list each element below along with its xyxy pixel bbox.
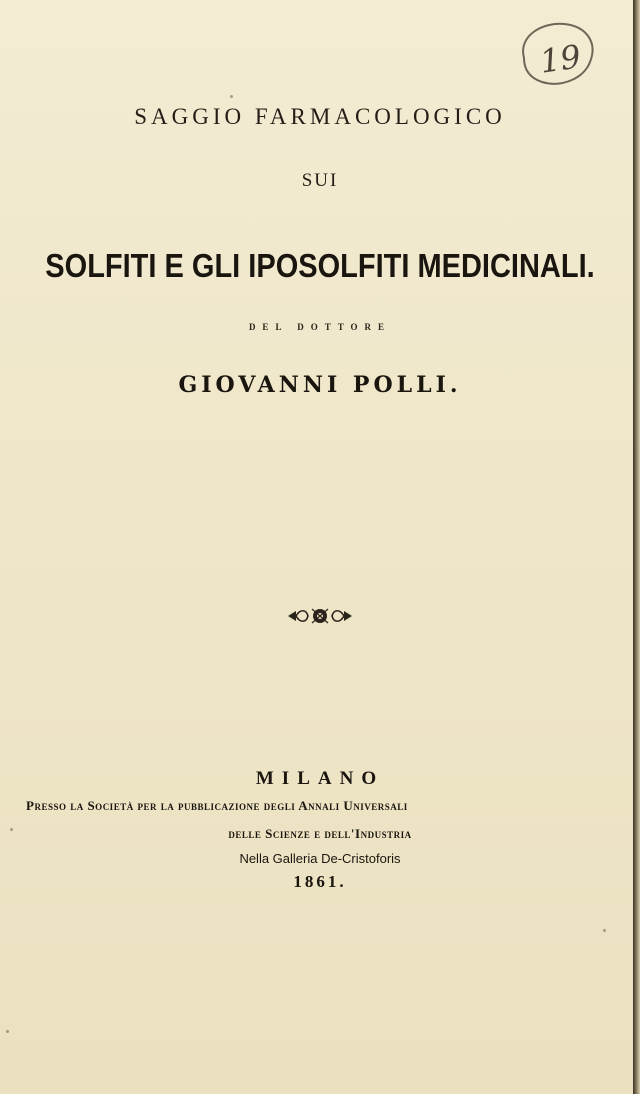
title-line-1: SAGGIO FARMACOLOGICO (134, 104, 506, 129)
printer-ornament-icon (286, 605, 354, 627)
paper-speck (10, 828, 13, 831)
publisher-line-1: Presso la Società per la pubblicazione degli Annali Universali (26, 798, 408, 813)
publisher-line-2: delle Scienze e dell'Industria (228, 826, 412, 841)
author-name: GIOVANNI POLLI. (178, 372, 462, 398)
title-line-2: SUI (301, 170, 339, 191)
imprint-city: MILANO (255, 768, 385, 789)
author-intro: DEL DOTTORE (248, 322, 392, 332)
page-number: 19 (537, 37, 584, 81)
paper-speck (6, 1030, 9, 1033)
page-edge (633, 0, 640, 1094)
main-title: SOLFITI E GLI IPOSOLFITI MEDICINALI. (45, 248, 595, 285)
paper-speck (230, 95, 233, 98)
imprint-year: 1861. (293, 872, 347, 891)
paper-speck (603, 929, 606, 932)
page-number-stamp (512, 18, 598, 90)
publisher-location: Nella Galleria De-Cristoforis (239, 851, 401, 866)
